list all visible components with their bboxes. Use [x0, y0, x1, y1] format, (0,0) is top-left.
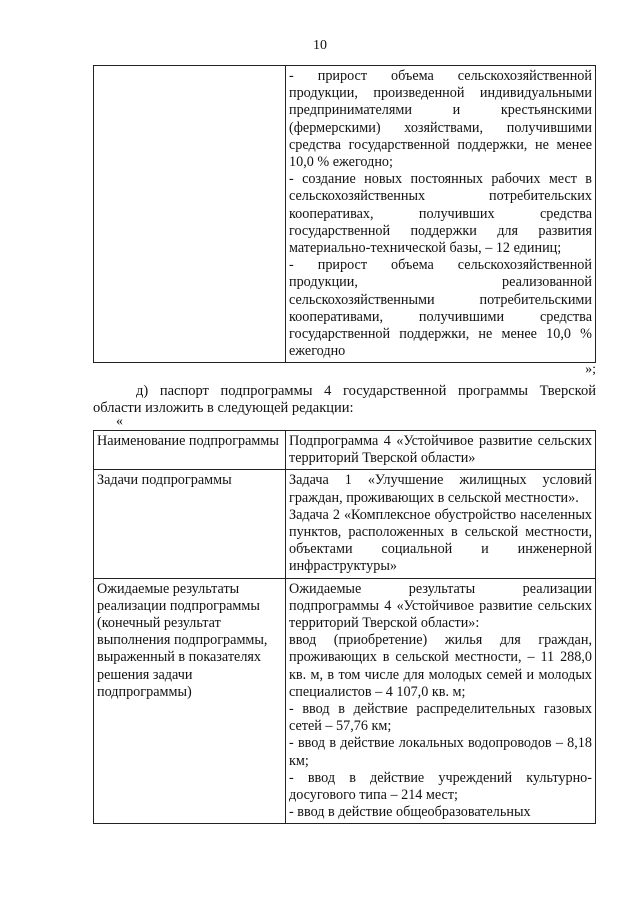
amendment-paragraph: д) паспорт подпрограммы 4 государственной программы Тверской области изложить в следующей редакции: — [93, 383, 596, 416]
row-label: Наименование подпрограммы — [94, 431, 286, 470]
empty-cell — [94, 66, 286, 363]
list-item: - ввод в действие распределительных газовых сетей – 57,76 км; — [289, 701, 592, 735]
results-intro: Ожидаемые результаты реализации подпрограммы 4 «Устойчивое развитие сельских территорий Тверской области»: — [289, 580, 592, 632]
table-row — [94, 578, 596, 824]
list-item: ввод (приобретение) жилья для граждан, проживающих в сельской местности, – 11 288,0 кв. м, в том числе для молодых семей и молодых специалистов – 4 107,0 кв. м; — [289, 632, 592, 700]
subprogram-passport-table — [93, 430, 596, 824]
list-item: - создание новых постоянных рабочих мест в сельскохозяйственных потребительских кооперативах, получивших средства государственной поддержки для развития материально-технической базы, – 12 единиц; — [289, 171, 592, 257]
list-item: - ввод в действие локальных водопроводов – 8,18 км; — [289, 735, 592, 769]
task-item: Задача 1 «Улучшение жилищных условий граждан, проживающих в сельской местности». — [289, 472, 592, 506]
closing-quote: »; — [585, 362, 596, 377]
table-row — [94, 66, 596, 363]
page-number: 10 — [313, 38, 327, 53]
list-item: - прирост объема сельскохозяйственной продукции, реализованной сельскохозяйственными потребительскими кооперативами, получившими средства государственной поддержки, не менее 10,0 % ежегодно — [289, 257, 592, 360]
task-item: Задача 2 «Комплексное обустройство населенных пунктов, расположенных в сельской местности, объектами социальной и инженерной инфраструктуры» — [289, 506, 592, 575]
results-table-continued — [93, 65, 596, 363]
list-item: - ввод в действие общеобразовательных — [289, 804, 531, 821]
results-cell — [286, 66, 596, 363]
row-value — [286, 470, 596, 578]
row-value — [286, 578, 596, 824]
row-label: Задачи подпрограммы — [94, 470, 286, 578]
row-value: Подпрограмма 4 «Устойчивое развитие сельских территорий Тверской области» — [286, 431, 596, 470]
table-row — [94, 431, 596, 470]
row-label: Ожидаемые результаты реализации подпрограммы (конечный результат выполнения подпрограммы, выраженный в показателях решения задачи подпрограммы) — [94, 578, 286, 824]
opening-quote: « — [116, 414, 123, 429]
list-item: - прирост объема сельскохозяйственной продукции, произведенной индивидуальными предпринимателями и крестьянскими (фермерскими) хозяйствами, получившими средства государственной поддержки, не менее 10,0 % ежегодно; — [289, 68, 592, 171]
list-item: - ввод в действие учреждений культурно-досугового типа – 214 мест; — [289, 769, 592, 804]
table-row — [94, 470, 596, 578]
